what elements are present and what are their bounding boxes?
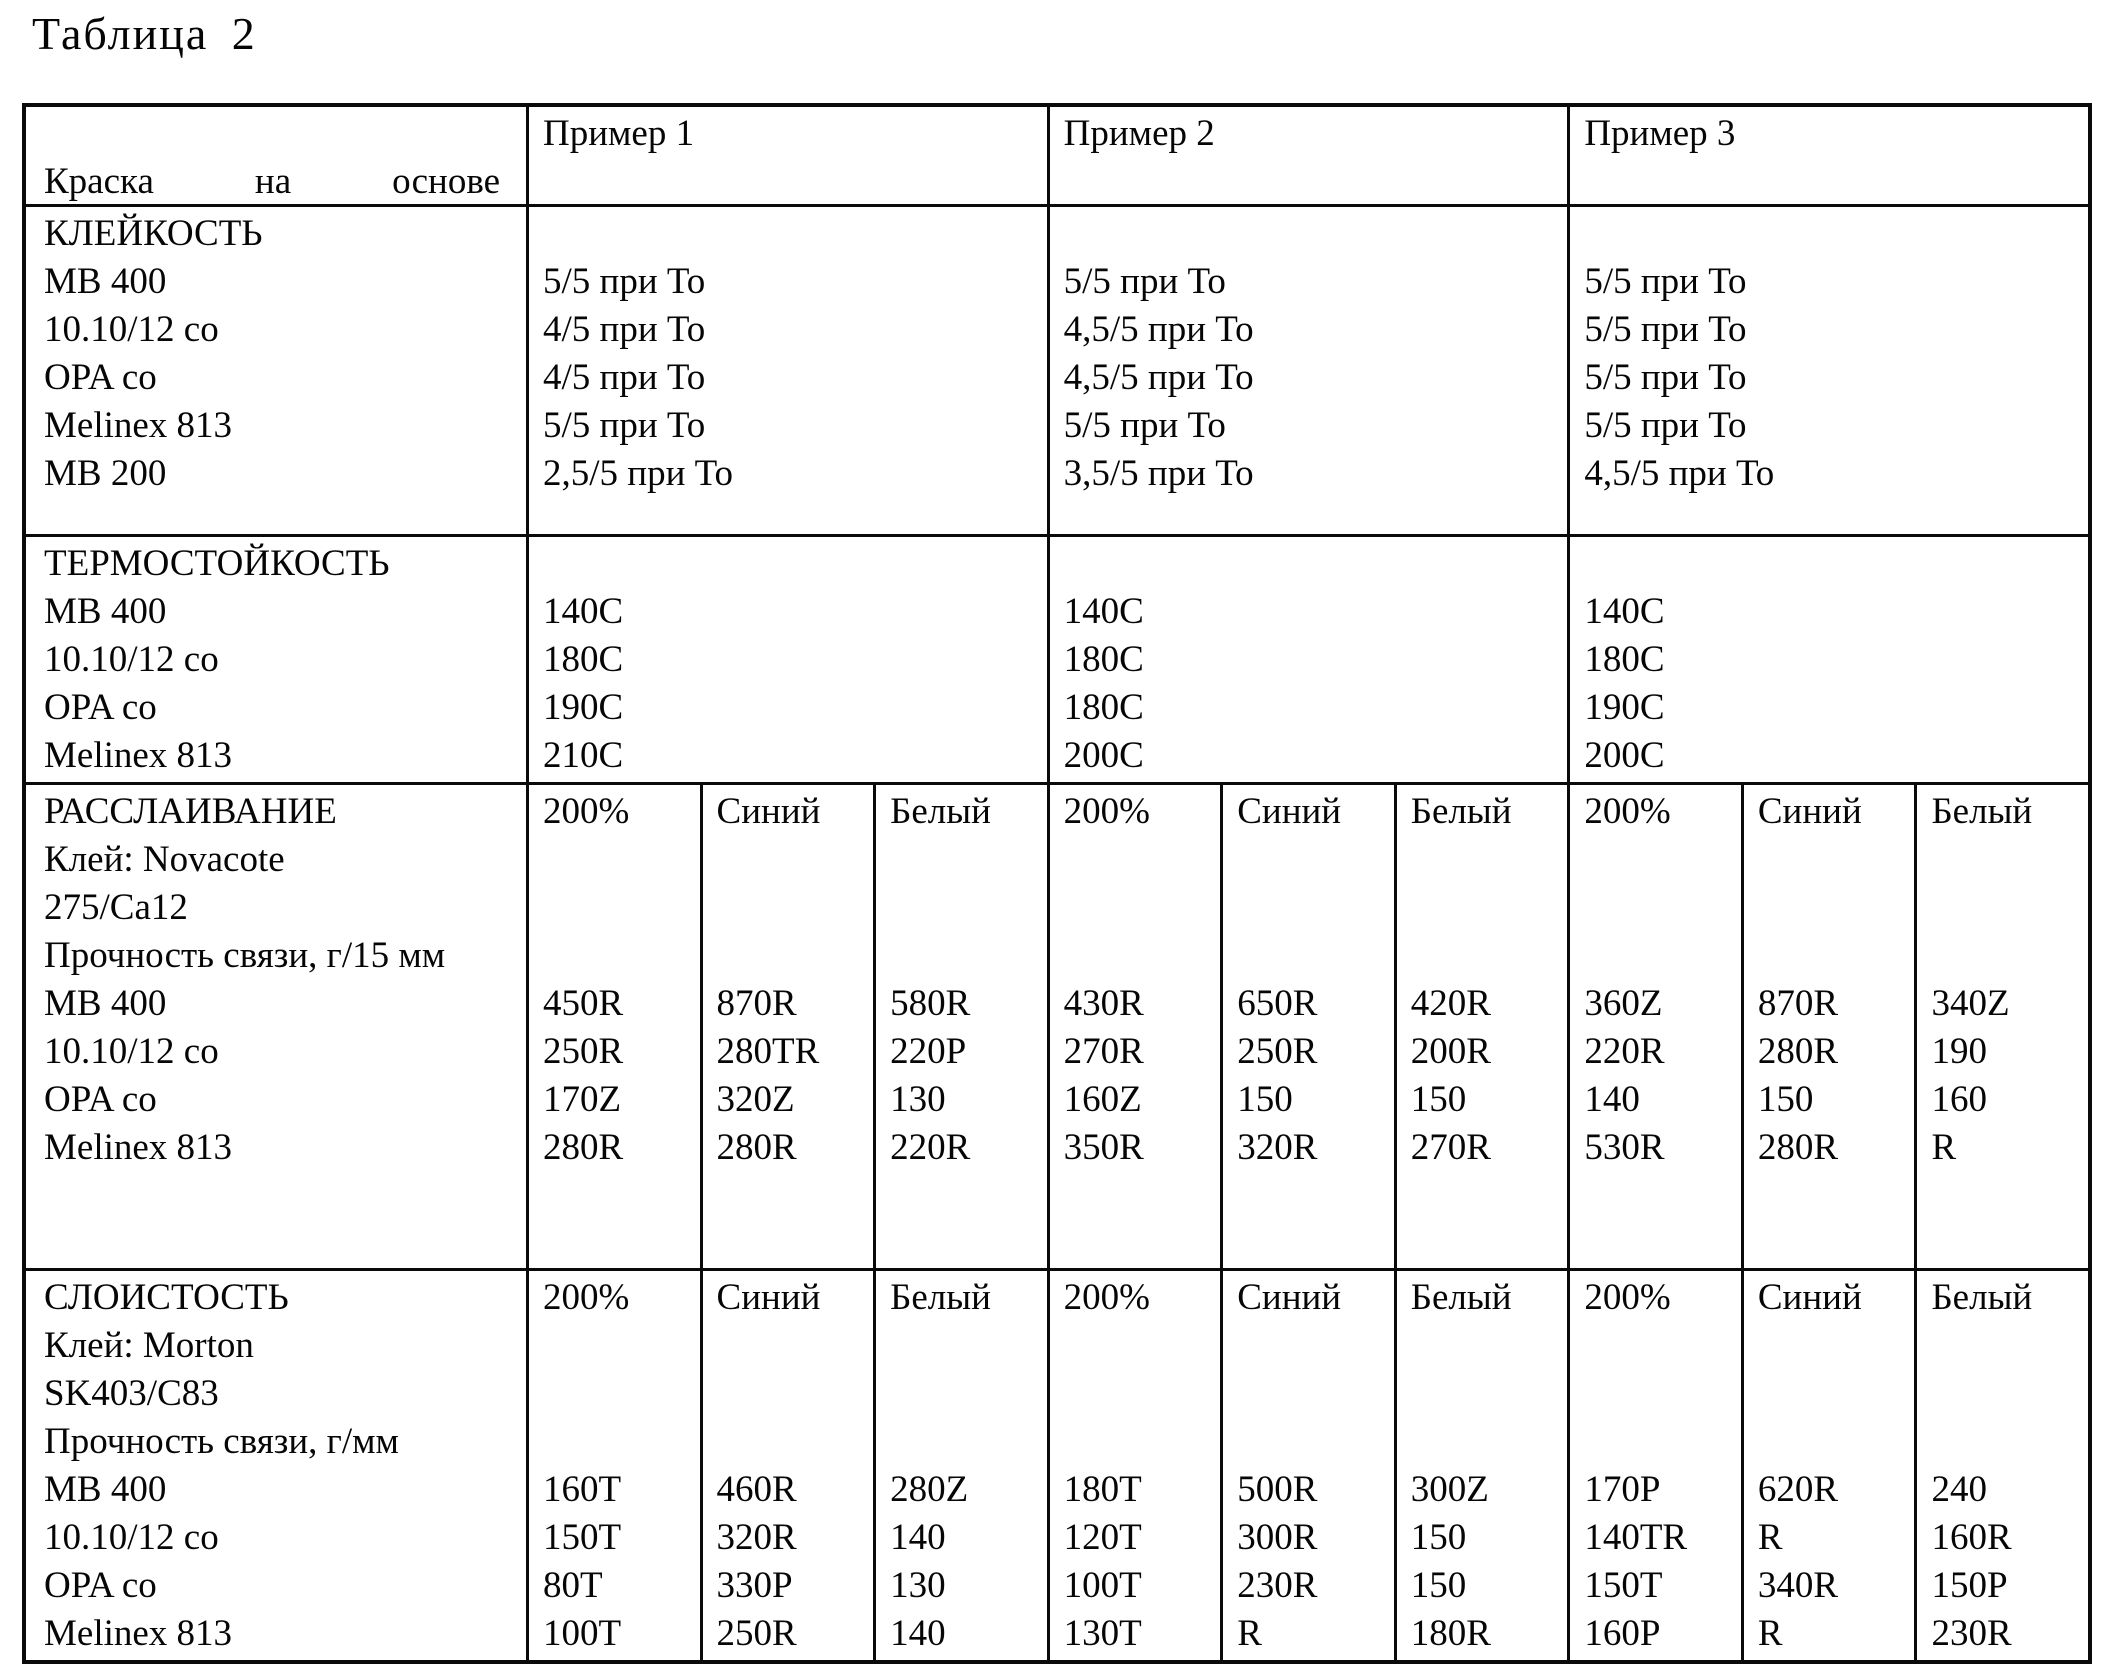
layering-ex3-200pct: 200% 170P 140TR 150T 160P [1567,1268,1741,1660]
delamination-ex3-blue: Синий 870R 280R 150 280R [1741,782,1915,1268]
header-example-1: Пример 1 [526,107,1047,204]
section-layering-label: СЛОИСТОСТЬ Клей: Morton SK403/C83 Прочность связи, г/мм MB 400 10.10/12 co OPA co Melinex 813 [26,1268,526,1660]
delamination-ex2-200pct: 200% 430R 270R 160Z 350R [1047,782,1221,1268]
header-example-2: Пример 2 [1047,107,1568,204]
section-tackiness-example-3: 5/5 при То 5/5 при То 5/5 при То 5/5 при То 4,5/5 при То [1567,204,2088,534]
layering-ex3-white: Белый 240 160R 150P 230R [1914,1268,2088,1660]
delamination-ex3-white: Белый 340Z 190 160 R [1914,782,2088,1268]
header-paint-line1: Краска на основе [44,161,500,202]
delamination-ex1-200pct: 200% 450R 250R 170Z 280R [526,782,700,1268]
section-delamination-label: РАССЛАИВАНИЕ Клей: Novacote 275/Ca12 Прочность связи, г/15 мм MB 400 10.10/12 co OPA co Melinex 813 [26,782,526,1268]
delamination-ex1-blue: Синий 870R 280TR 320Z 280R [700,782,874,1268]
section-heat-resistance-example-2: 140C 180C 180C 200C [1047,534,1568,782]
delamination-ex2-white: Белый 420R 200R 150 270R [1394,782,1568,1268]
layering-ex1-200pct: 200% 160T 150T 80T 100T [526,1268,700,1660]
header-example-3: Пример 3 [1567,107,2088,204]
section-tackiness-label: КЛЕЙКОСТЬ MB 400 10.10/12 co OPA co Melinex 813 MB 200 [26,204,526,534]
section-tackiness-example-1: 5/5 при То 4/5 при То 4/5 при То 5/5 при То 2,5/5 при То [526,204,1047,534]
section-heat-resistance-example-3: 140C 180C 190C 200C [1567,534,2088,782]
layering-ex3-blue: Синий 620R R 340R R [1741,1268,1915,1660]
layering-ex2-white: Белый 300Z 150 150 180R [1394,1268,1568,1660]
layering-ex1-blue: Синий 460R 320R 330P 250R [700,1268,874,1660]
header-paint-cell [26,107,526,204]
delamination-ex1-white: Белый 580R 220P 130 220R [873,782,1047,1268]
data-table [22,103,2092,1664]
delamination-ex2-blue: Синий 650R 250R 150 320R [1220,782,1394,1268]
layering-ex1-white: Белый 280Z 140 130 140 [873,1268,1047,1660]
section-heat-resistance-example-1: 140C 180C 190C 210C [526,534,1047,782]
section-tackiness-example-2: 5/5 при То 4,5/5 при То 4,5/5 при То 5/5 при То 3,5/5 при То [1047,204,1568,534]
page-title: Таблица 2 [32,8,257,59]
delamination-ex3-200pct: 200% 360Z 220R 140 530R [1567,782,1741,1268]
layering-ex2-200pct: 200% 180T 120T 100T 130T [1047,1268,1221,1660]
layering-ex2-blue: Синий 500R 300R 230R R [1220,1268,1394,1660]
section-heat-resistance-label: ТЕРМОСТОЙКОСТЬ MB 400 10.10/12 co OPA co Melinex 813 [26,534,526,782]
